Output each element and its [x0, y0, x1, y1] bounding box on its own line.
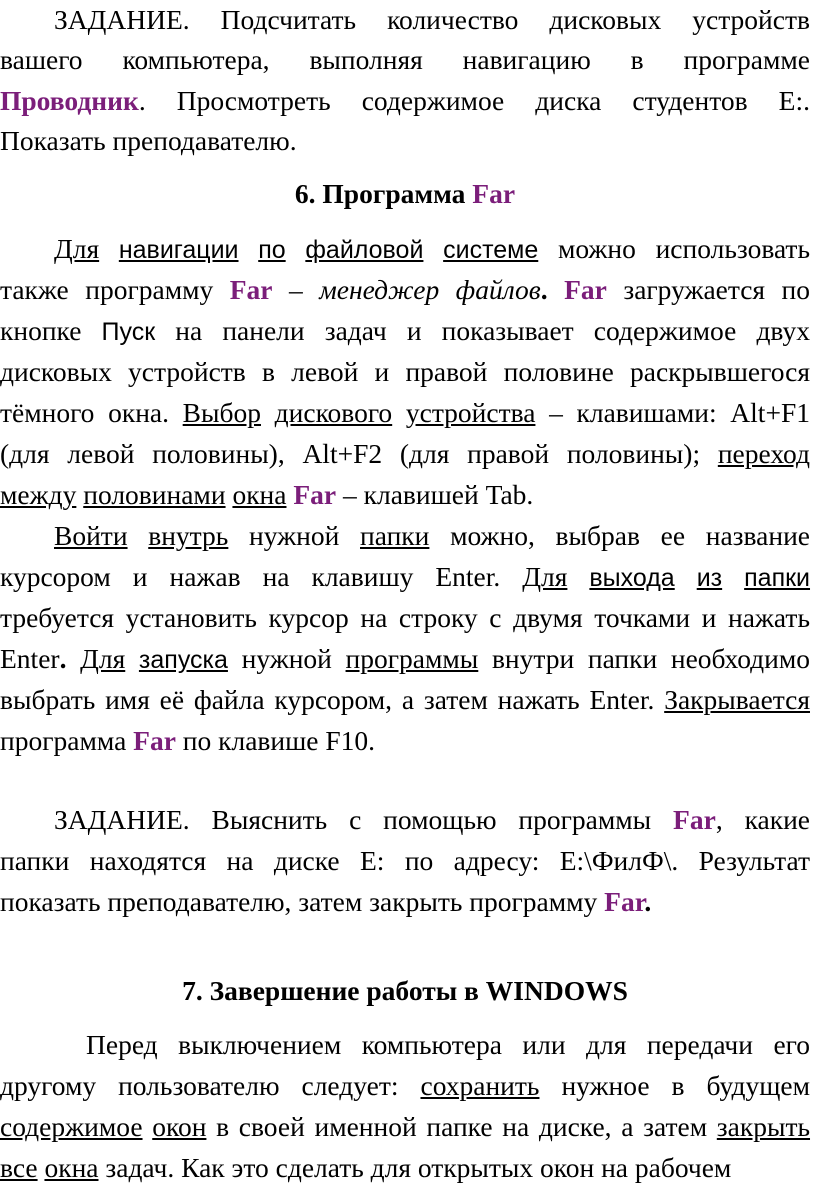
- paragraph-far-line: кнопке Пуск на панели задач и показывает содержимое двух: [0, 315, 810, 346]
- paragraph-far-line: также программу Far – менеджер файлов. Far загружается по: [0, 274, 811, 305]
- paragraph-far-line: (для левой половины), Alt+F2 (для правой половины); переход: [0, 438, 810, 469]
- provodnik-term: Проводник: [0, 85, 139, 116]
- section-heading-far: 6. Программа Far: [294, 178, 516, 209]
- paragraph-shutdown-line: Перед выключением компьютера или для передачи его: [86, 1029, 810, 1060]
- paragraph-far-line: дисковых устройств в левой и правой половине раскрывшегося: [0, 356, 810, 387]
- paragraph-task1-line: Показать преподавателю.: [0, 125, 297, 156]
- paragraph-folders-line: программа Far по клавише F10.: [0, 725, 376, 756]
- paragraph-folders-line: Войти внутрь нужной папки можно, выбрав ее название: [54, 520, 810, 551]
- section-heading-shutdown: 7. Завершение работы в WINDOWS: [182, 975, 628, 1006]
- paragraph-task1-line: Проводник. Просмотреть содержимое диска студентов E:.: [0, 85, 810, 116]
- paragraph-shutdown-line: содержимое окон в своей именной папке на диске, а затем закрыть: [0, 1111, 811, 1142]
- paragraph-task1-line: вашего компьютера, выполняя навигацию в программе: [0, 44, 810, 75]
- paragraph-folders-line: требуется установить курсор на строку с двумя точками и нажать: [0, 602, 810, 633]
- paragraph-folders-line: выбрать имя её файла курсором, а затем нажать Enter. Закрывается: [0, 684, 810, 715]
- paragraph-task2-line: показать преподавателю, затем закрыть программу Far.: [0, 886, 652, 917]
- paragraph-folders-line: курсором и нажав на клавишу Enter. Для выхода из папки: [0, 561, 811, 592]
- paragraph-far-line: тёмного окна. Выбор дискового устройства – клавишами: Alt+F1: [0, 397, 811, 428]
- paragraph-shutdown-line: все окна задач. Как это сделать для открытых окон на рабочем: [0, 1152, 732, 1183]
- paragraph-task1-line: ЗАДАНИЕ. Подсчитать количество дисковых устройств: [54, 4, 810, 35]
- paragraph-shutdown-line: другому пользователю следует: сохранить нужное в будущем: [0, 1070, 810, 1101]
- paragraph-far-line: между половинами окна Far – клавишей Tab.: [0, 479, 534, 510]
- paragraph-task2-line: ЗАДАНИЕ. Выяснить с помощью программы Far, какие: [54, 804, 811, 835]
- paragraph-far-line: Для навигации по файловой системе можно использовать: [54, 233, 810, 264]
- paragraph-task2-line: папки находятся на диске E: по адресу: E:\ФилФ\. Результат: [0, 845, 810, 876]
- paragraph-folders-line: Enter. Для запуска нужной программы внутри папки необходимо: [0, 643, 811, 674]
